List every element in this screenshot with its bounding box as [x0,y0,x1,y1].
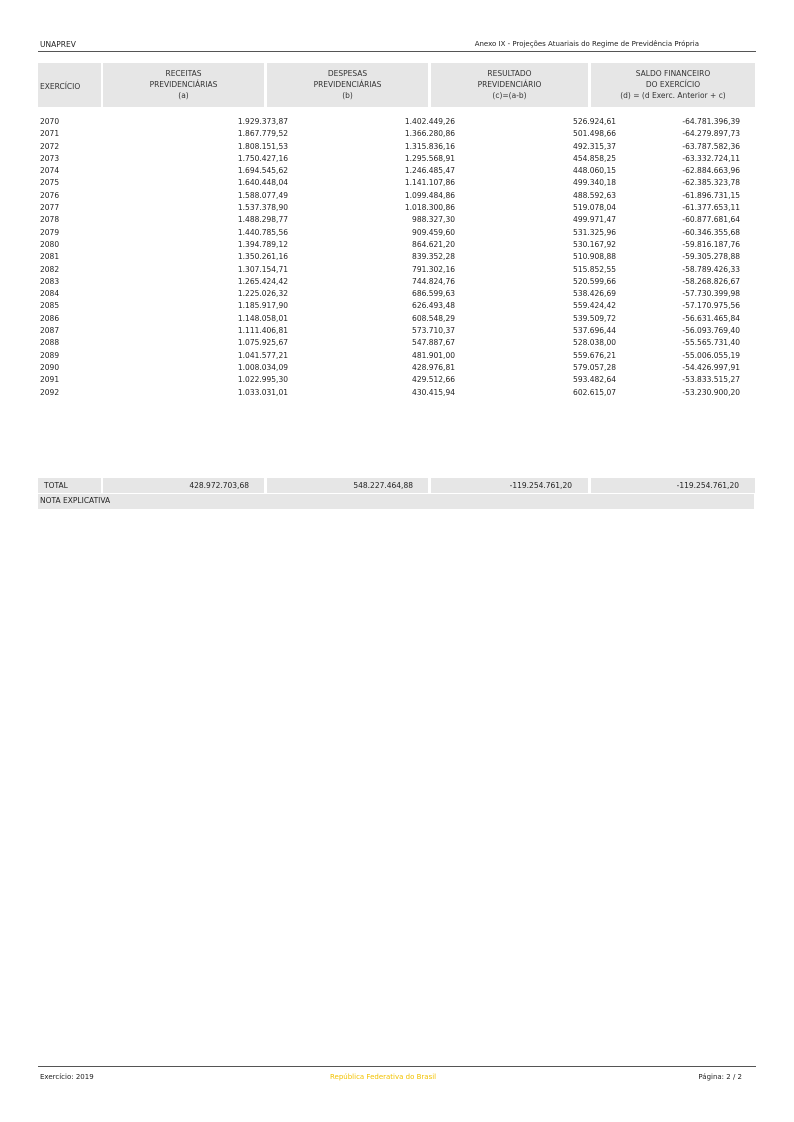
cell-exercicio: 2091 [40,375,60,385]
cell-despesas: 1.141.107,86 [404,178,455,188]
cell-exercicio: 2074 [40,166,60,176]
cell-receitas: 1.867.779,52 [237,129,288,139]
cell-saldo: -60.877.681,64 [682,215,740,225]
cell-receitas: 1.929.373,87 [237,117,288,126]
cell-despesas: 1.402.449,26 [404,117,455,126]
total-despesas: 548.227.464,88 [267,478,428,493]
cell-receitas: 1.694.545,62 [237,166,288,176]
column-header-receitas: RECEITAS PREVIDENCIÁRIAS (a) [103,63,264,107]
cell-resultado: 559.424,42 [573,301,616,311]
cell-despesas: 988.327,30 [412,215,455,225]
cell-resultado: 531.325,96 [573,227,616,237]
table-row [40,214,756,226]
cell-despesas: 909.459,60 [412,227,455,237]
total-resultado: -119.254.761,20 [431,478,588,493]
column-header-resultado: RESULTADO PREVIDENCIÁRIO (c)=(a-b) [431,63,588,107]
cell-resultado: 448.060,15 [573,166,616,176]
cell-saldo: -53.833.515,27 [682,375,740,385]
cell-saldo: -64.279.897,73 [682,129,740,139]
table-row [40,153,756,165]
cell-despesas: 428.976,81 [412,362,455,372]
nota-explicativa: NOTA EXPLICATIVA [38,494,754,509]
cell-exercicio: 2088 [40,338,60,348]
cell-exercicio: 2083 [40,276,60,286]
cell-despesas: 1.099.484,86 [404,190,455,200]
cell-receitas: 1.537.378,90 [237,203,288,213]
table-row [40,276,756,288]
table-row [40,350,756,362]
table-row [40,177,756,189]
header-report-title: Anexo IX - Projeções Atuariais do Regime de Previdência Própria [474,40,699,48]
cell-saldo: -58.789.426,33 [682,264,740,274]
table-row [40,362,756,374]
cell-resultado: 519.078,04 [573,203,616,213]
table-row [40,116,756,128]
table-row [40,374,756,386]
cell-saldo: -56.093.769,40 [682,326,740,336]
footer-divider [38,1066,756,1067]
cell-exercicio: 2072 [40,141,60,151]
cell-resultado: 501.498,66 [573,129,616,139]
cell-receitas: 1.185.917,90 [237,301,288,311]
cell-resultado: 499.340,18 [573,178,616,188]
footer-exercicio: Exercício: 2019 [40,1073,94,1081]
cell-saldo: -60.346.355,68 [682,227,740,237]
cell-receitas: 1.488.298,77 [237,215,288,225]
cell-exercicio: 2082 [40,264,60,274]
total-label: TOTAL [38,478,101,493]
cell-receitas: 1.075.925,67 [237,338,288,348]
cell-despesas: 1.246.485,47 [404,166,455,176]
cell-saldo: -59.305.278,88 [682,252,740,262]
cell-saldo: -64.781.396,39 [682,117,740,126]
cell-receitas: 1.111.406,81 [237,326,288,336]
cell-receitas: 1.588.077,49 [237,190,288,200]
cell-exercicio: 2092 [40,387,60,397]
cell-despesas: 744.824,76 [412,276,455,286]
cell-receitas: 1.350.261,16 [237,252,288,262]
cell-receitas: 1.394.789,12 [237,239,288,249]
cell-despesas: 1.315.836,16 [404,141,455,151]
cell-receitas: 1.265.424,42 [237,276,288,286]
cell-despesas: 608.548,29 [412,313,455,323]
cell-exercicio: 2089 [40,350,60,360]
cell-despesas: 430.415,94 [412,387,455,397]
cell-resultado: 579.057,28 [573,362,616,372]
cell-saldo: -61.377.653,11 [682,203,740,213]
cell-resultado: 593.482,64 [573,375,616,385]
table-row [40,288,756,300]
cell-exercicio: 2078 [40,215,60,225]
cell-resultado: 492.315,37 [573,141,616,151]
cell-exercicio: 2070 [40,117,60,126]
header-divider [38,51,756,52]
header-entity: UNAPREV [40,40,76,49]
table-row [40,128,756,140]
cell-exercicio: 2075 [40,178,60,188]
cell-exercicio: 2090 [40,362,60,372]
cell-receitas: 1.440.785,56 [237,227,288,237]
cell-exercicio: 2079 [40,227,60,237]
cell-receitas: 1.225.026,32 [237,289,288,299]
cell-despesas: 1.366.280,86 [404,129,455,139]
cell-resultado: 499.971,47 [573,215,616,225]
cell-saldo: -59.816.187,76 [682,239,740,249]
cell-resultado: 520.599,66 [573,276,616,286]
data-table-body [40,116,756,399]
cell-saldo: -63.787.582,36 [682,141,740,151]
cell-despesas: 839.352,28 [412,252,455,262]
cell-exercicio: 2077 [40,203,60,213]
table-row [40,251,756,263]
cell-despesas: 791.302,16 [412,264,455,274]
cell-resultado: 539.509,72 [573,313,616,323]
cell-saldo: -62.385.323,78 [682,178,740,188]
cell-resultado: 515.852,55 [573,264,616,274]
column-header-exercicio: EXERCÍCIO [38,63,101,107]
cell-resultado: 559.676,21 [573,350,616,360]
cell-resultado: 538.426,69 [573,289,616,299]
cell-despesas: 864.621,20 [412,239,455,249]
cell-saldo: -56.631.465,84 [682,313,740,323]
cell-resultado: 602.615,07 [573,387,616,397]
cell-despesas: 686.599,63 [412,289,455,299]
cell-despesas: 1.018.300,86 [404,203,455,213]
cell-saldo: -62.884.663,96 [682,166,740,176]
table-row [40,325,756,337]
table-row [40,165,756,177]
cell-receitas: 1.640.448,04 [237,178,288,188]
cell-exercicio: 2071 [40,129,60,139]
table-row [40,190,756,202]
column-header-saldo: SALDO FINANCEIRO DO EXERCÍCIO (d) = (d Exerc. Anterior + c) [591,63,755,107]
cell-despesas: 481.901,00 [412,350,455,360]
cell-saldo: -54.426.997,91 [682,362,740,372]
table-row [40,300,756,312]
cell-receitas: 1.022.995,30 [237,375,288,385]
table-row [40,387,756,399]
cell-resultado: 454.858,25 [573,153,616,163]
cell-saldo: -58.268.826,67 [682,276,740,286]
cell-despesas: 1.295.568,91 [404,153,455,163]
cell-despesas: 573.710,37 [412,326,455,336]
table-row [40,227,756,239]
cell-receitas: 1.148.058,01 [237,313,288,323]
total-receitas: 428.972.703,68 [103,478,264,493]
cell-receitas: 1.008.034,09 [237,362,288,372]
cell-saldo: -53.230.900,20 [682,387,740,397]
cell-exercicio: 2084 [40,289,60,299]
cell-resultado: 528.038,00 [573,338,616,348]
footer-page-number: Página: 2 / 2 [698,1073,742,1081]
cell-saldo: -57.730.399,98 [682,289,740,299]
cell-receitas: 1.041.577,21 [237,350,288,360]
table-row [40,264,756,276]
cell-exercicio: 2073 [40,153,60,163]
cell-saldo: -63.332.724,11 [682,153,740,163]
cell-resultado: 526.924,61 [573,117,616,126]
table-row [40,202,756,214]
cell-receitas: 1.750.427,16 [237,153,288,163]
cell-receitas: 1.033.031,01 [237,387,288,397]
table-row [40,239,756,251]
cell-exercicio: 2081 [40,252,60,262]
footer-country: República Federativa do Brasil [330,1073,437,1081]
cell-receitas: 1.307.154,71 [237,264,288,274]
cell-saldo: -55.006.055,19 [682,350,740,360]
total-saldo: -119.254.761,20 [591,478,755,493]
cell-resultado: 530.167,92 [573,239,616,249]
column-header-despesas: DESPESAS PREVIDENCIÁRIAS (b) [267,63,428,107]
cell-saldo: -55.565.731,40 [682,338,740,348]
cell-exercicio: 2085 [40,301,60,311]
cell-despesas: 547.887,67 [412,338,455,348]
cell-exercicio: 2087 [40,326,60,336]
cell-resultado: 488.592,63 [573,190,616,200]
table-row [40,313,756,325]
cell-saldo: -61.896.731,15 [682,190,740,200]
cell-despesas: 626.493,48 [412,301,455,311]
cell-resultado: 537.696,44 [573,326,616,336]
table-row [40,141,756,153]
cell-saldo: -57.170.975,56 [682,301,740,311]
cell-despesas: 429.512,66 [412,375,455,385]
cell-exercicio: 2080 [40,239,60,249]
cell-receitas: 1.808.151,53 [237,141,288,151]
cell-resultado: 510.908,88 [573,252,616,262]
cell-exercicio: 2076 [40,190,60,200]
cell-exercicio: 2086 [40,313,60,323]
table-row [40,337,756,349]
